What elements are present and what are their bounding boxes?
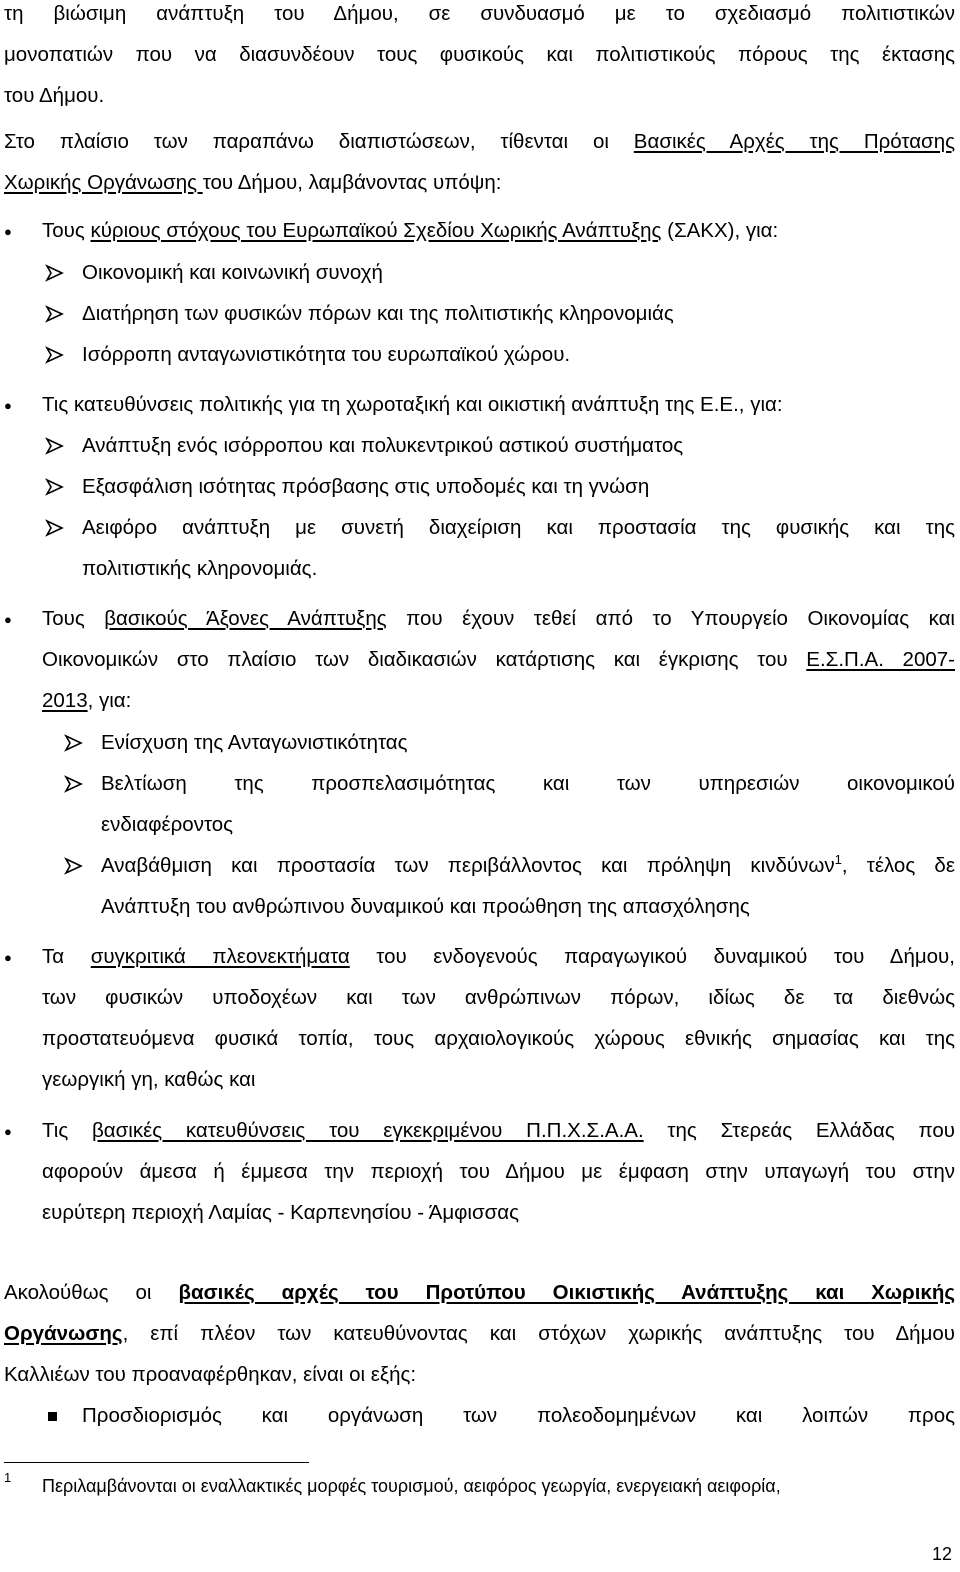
text-line: Τις κατευθύνσεις πολιτικής για τη χωροταξική και οικιστική ανάπτυξη της Ε.Ε., για: <box>42 393 783 416</box>
underlined-phrase: Ε.Σ.Π.Α. 2007- <box>806 648 955 671</box>
underlined-phrase: Χωρικής Οργάνωσης <box>4 171 203 194</box>
underlined-phrase: συγκριτικά πλεονεκτήματα <box>90 945 350 968</box>
list-item: Αειφόρο ανάπτυξη με συνετή διαχείριση και προστασία της φυσικής και της <box>82 516 955 539</box>
bold-underlined-phrase: Οργάνωσης <box>4 1322 123 1345</box>
text-line: τη βιώσιμη ανάπτυξη του Δήμου, σε συνδυασμό με το σχεδιασμό πολιτιστικών <box>4 2 955 25</box>
underlined-phrase: βασικούς Άξονες Ανάπτυξης <box>104 607 387 630</box>
square-bullet-icon <box>48 1412 57 1421</box>
footnote-number: 1 <box>4 1470 12 1485</box>
arrow-bullet-icon <box>64 774 84 794</box>
bullet-icon: ● <box>4 612 12 627</box>
underlined-phrase: Βασικές Αρχές της Πρότασης <box>633 130 955 153</box>
text-line: Ακολούθως οι βασικές αρχές του Προτύπου Οικιστικής Ανάπτυξης και Χωρικής <box>4 1281 955 1304</box>
list-item: Προσδιορισμός και οργάνωση των πολεοδομημένων και λοιπών προς <box>82 1404 955 1427</box>
text-line: Καλλιέων του προαναφέρθηκαν, είναι οι εξής: <box>4 1363 417 1386</box>
underlined-phrase: κύριους στόχους του Ευρωπαϊκού Σχεδίου Χωρικής Ανάπτυξης <box>90 219 662 242</box>
arrow-bullet-icon <box>45 477 65 497</box>
text-line: αφορούν άμεσα ή έμμεσα την περιοχή του Δήμου με έμφαση στην υπαγωγή του στην <box>42 1160 955 1183</box>
text-line: Στο πλαίσιο των παραπάνω διαπιστώσεων, τίθενται οι Βασικές Αρχές της Πρότασης <box>4 130 955 153</box>
text-line: ευρύτερη περιοχή Λαμίας - Καρπενησίου - Άμφισσας <box>42 1201 520 1224</box>
footnote-separator <box>4 1462 309 1463</box>
arrow-bullet-icon <box>45 518 65 538</box>
text-line: του Δήμου. <box>4 84 105 107</box>
text-line: Τις βασικές κατευθύνσεις του εγκεκριμένου Π.Π.Χ.Σ.Α.Α. της Στερεάς Ελλάδας που <box>42 1119 955 1142</box>
arrow-bullet-icon <box>45 304 65 324</box>
text-line: μονοπατιών που να διασυνδέουν τους φυσικούς και πολιτιστικούς πόρους της έκτασης <box>4 43 955 66</box>
text-line: προστατευόμενα φυσικά τοπία, τους αρχαιολογικούς χώρους εθνικής σημασίας και της <box>42 1027 955 1050</box>
list-item-continuation: πολιτιστικής κληρονομιάς. <box>82 557 318 580</box>
text-line: Οργάνωσης, επί πλέον των κατευθύνοντας και στόχων χωρικής ανάπτυξης του Δήμου <box>4 1322 955 1345</box>
arrow-bullet-icon <box>45 345 65 365</box>
footnote-ref[interactable]: 1 <box>834 852 842 867</box>
list-item: Διατήρηση των φυσικών πόρων και της πολιτιστικής κληρονομιάς <box>82 302 674 325</box>
list-item: Οικονομική και κοινωνική συνοχή <box>82 261 383 284</box>
list-item-continuation: Ανάπτυξη του ανθρώπινου δυναμικού και προώθηση της απασχόλησης <box>101 895 750 918</box>
list-item-continuation: ενδιαφέροντος <box>101 813 234 836</box>
footnote-text: Περιλαμβάνονται οι εναλλακτικές μορφές τουρισμού, αειφόρος γεωργία, ενεργειακή αειφορία, <box>42 1476 781 1496</box>
bullet-icon: ● <box>4 398 12 413</box>
arrow-bullet-icon <box>64 856 84 876</box>
list-item: Βελτίωση της προσπελασιμότητας και των υπηρεσιών οικονομικού <box>101 772 955 795</box>
arrow-bullet-icon <box>45 263 65 283</box>
text-line: γεωργική γη, καθώς και <box>42 1068 256 1091</box>
text-line: Τα συγκριτικά πλεονεκτήματα του ενδογενούς παραγωγικού δυναμικού του Δήμου, <box>42 945 955 968</box>
text-line: των φυσικών υποδοχέων και των ανθρώπινων πόρων, ιδίως δε τα διεθνώς <box>42 986 955 1009</box>
text-line: Οικονομικών στο πλαίσιο των διαδικασιών κατάρτισης και έγκρισης του Ε.Σ.Π.Α. 2007- <box>42 648 955 671</box>
list-item: Ενίσχυση της Ανταγωνιστικότητας <box>101 731 408 754</box>
arrow-bullet-icon <box>45 436 65 456</box>
bold-underlined-phrase: βασικές αρχές του Προτύπου Οικιστικής Ανάπτυξης και Χωρικής <box>178 1281 955 1304</box>
underlined-phrase: 2013 <box>42 689 88 712</box>
bullet-icon: ● <box>4 224 12 239</box>
text-line: Τους κύριους στόχους του Ευρωπαϊκού Σχεδίου Χωρικής Ανάπτυξης (ΣΑΚΧ), για: <box>42 219 779 242</box>
list-item: Ανάπτυξη ενός ισόρροπου και πολυκεντρικού αστικού συστήματος <box>82 434 684 457</box>
text-line: Τους βασικούς Άξονες Ανάπτυξης που έχουν τεθεί από το Υπουργείο Οικονομίας και <box>42 607 955 630</box>
underlined-phrase: βασικές κατευθύνσεις του εγκεκριμένου Π.Π.Χ.Σ.Α.Α. <box>92 1119 644 1142</box>
text-line: Χωρικής Οργάνωσης του Δήμου, λαμβάνοντας υπόψη: <box>4 171 502 194</box>
list-item: Ισόρροπη ανταγωνιστικότητα του ευρωπαϊκού χώρου. <box>82 343 571 366</box>
arrow-bullet-icon <box>64 733 84 753</box>
bullet-icon: ● <box>4 950 12 965</box>
bullet-icon: ● <box>4 1124 12 1139</box>
page-number: 12 <box>931 1544 952 1564</box>
list-item: Αναβάθμιση και προστασία των περιβάλλοντος και πρόληψη κινδύνων$^1$, τέλος δε <box>101 852 955 877</box>
list-item: Εξασφάλιση ισότητας πρόσβασης στις υποδομές και τη γνώση <box>82 475 650 498</box>
text-line: 2013, για: <box>42 689 132 712</box>
